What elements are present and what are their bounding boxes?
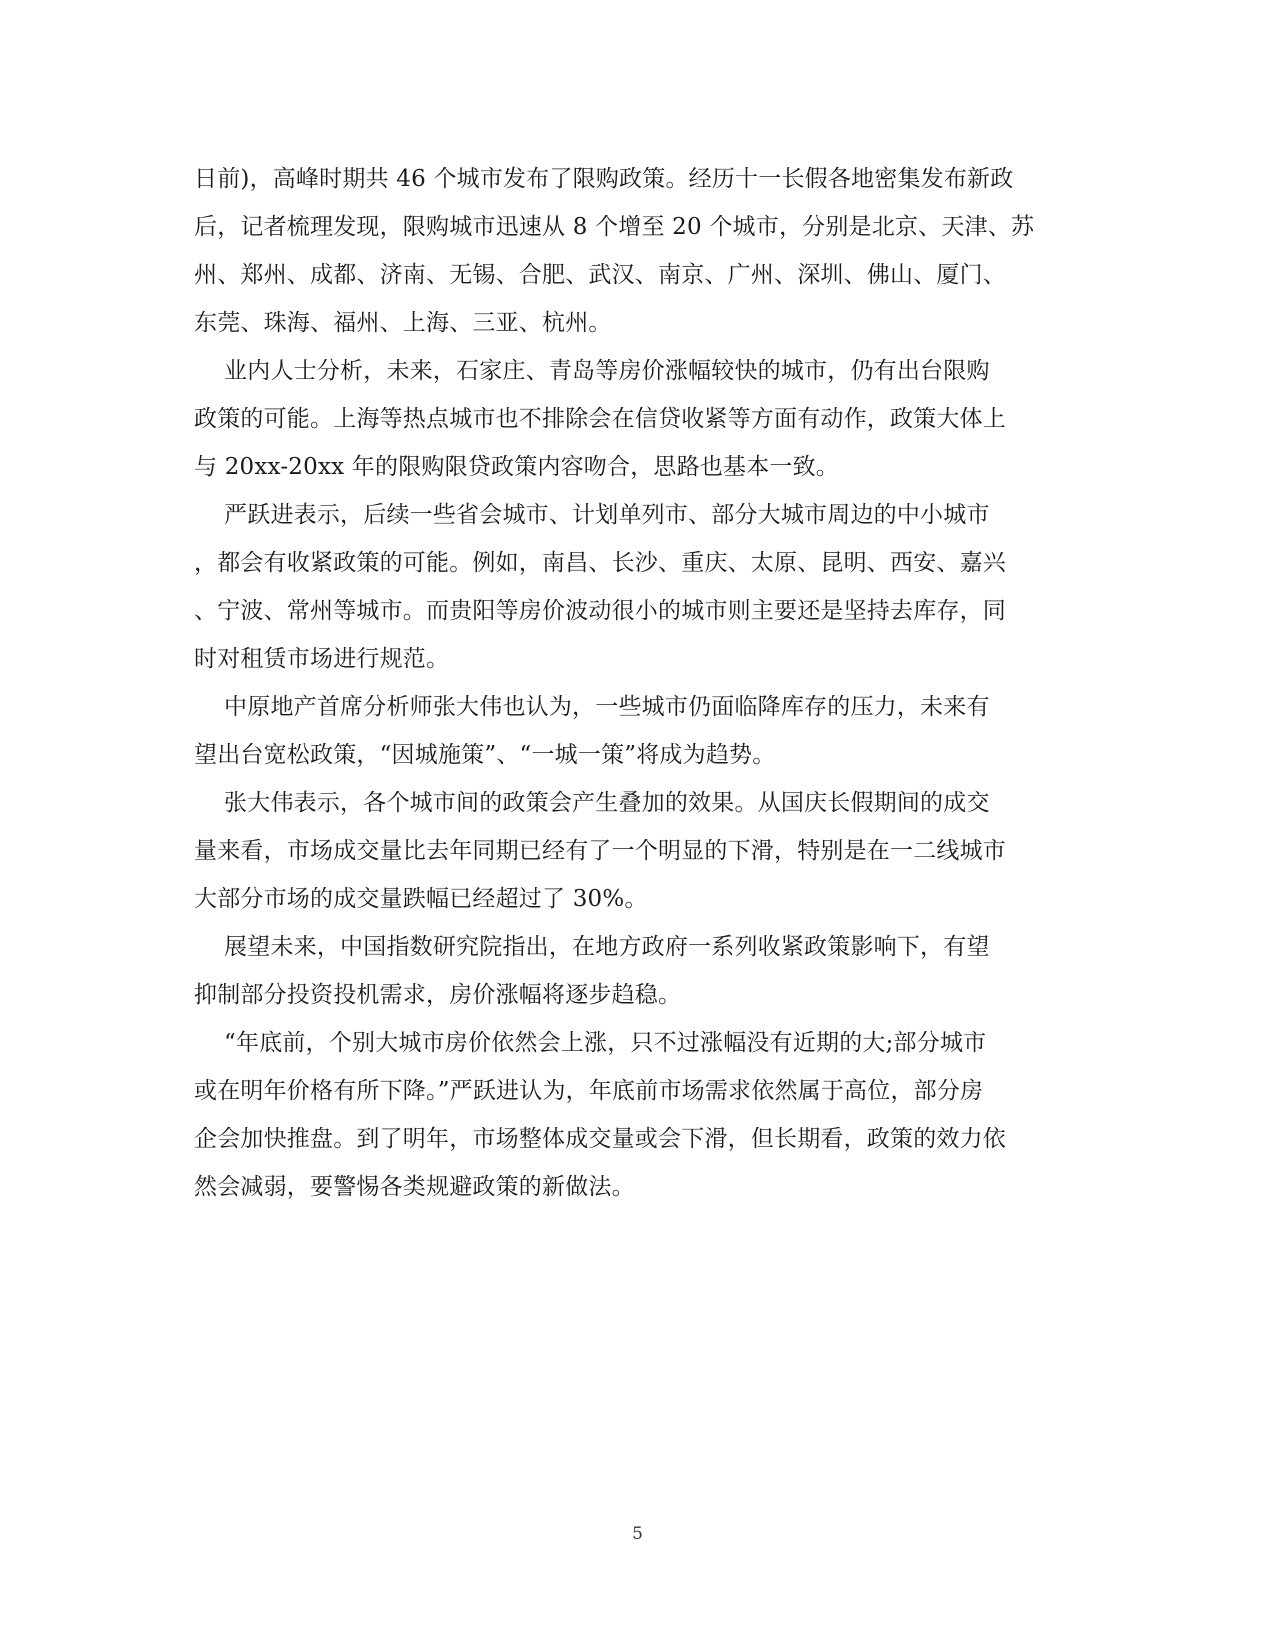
text-line: 展望未来，中国指数研究院指出，在地方政府一系列收紧政策影响下，有望: [194, 934, 990, 960]
text-line: 然会减弱，要警惕各类规避政策的新做法。: [194, 1174, 635, 1200]
body-text: [194, 155, 1074, 1211]
text-line: 日前)，高峰时期共 46 个城市发布了限购政策。经历十一长假各地密集发布新政: [194, 166, 1014, 192]
paragraph: [194, 923, 1074, 1019]
text-line: 大部分市场的成交量跌幅已经超过了 30%。: [194, 886, 648, 912]
text-line: 企会加快推盘。到了明年，市场整体成交量或会下滑，但长期看，政策的效力依: [194, 1126, 1006, 1152]
paragraph: [194, 1019, 1074, 1211]
text-line: 望出台宽松政策，“因城施策”、“一城一策”将成为趋势。: [194, 742, 776, 768]
paragraph: [194, 683, 1074, 779]
text-line: “年底前，个别大城市房价依然会上涨，只不过涨幅没有近期的大;部分城市: [194, 1030, 987, 1056]
page-number: 5: [632, 1524, 643, 1544]
text-line: 、宁波、常州等城市。而贵阳等房价波动很小的城市则主要还是坚持去库存，同: [194, 598, 1006, 624]
text-line: 政策的可能。上海等热点城市也不排除会在信贷收紧等方面有动作，政策大体上: [194, 406, 1006, 432]
paragraph: [194, 155, 1074, 347]
text-line: 与 20xx-20xx 年的限购限贷政策内容吻合，思路也基本一致。: [194, 454, 840, 480]
text-line: 东莞、珠海、福州、上海、三亚、杭州。: [194, 310, 612, 336]
text-line: 时对租赁市场进行规范。: [194, 646, 450, 672]
paragraph: [194, 779, 1074, 923]
text-line: 后，记者梳理发现，限购城市迅速从 8 个增至 20 个城市，分别是北京、天津、苏: [194, 214, 1035, 240]
text-line: ，都会有收紧政策的可能。例如，南昌、长沙、重庆、太原、昆明、西安、嘉兴: [194, 550, 1006, 576]
text-line: 量来看，市场成交量比去年同期已经有了一个明显的下滑，特别是在一二线城市: [194, 838, 1006, 864]
text-line: 中原地产首席分析师张大伟也认为，一些城市仍面临降库存的压力，未来有: [194, 694, 990, 720]
paragraph: [194, 491, 1074, 683]
text-line: 张大伟表示，各个城市间的政策会产生叠加的效果。从国庆长假期间的成交: [194, 790, 990, 816]
text-line: 业内人士分析，未来，石家庄、青岛等房价涨幅较快的城市，仍有出台限购: [194, 358, 990, 384]
text-line: 严跃进表示，后续一些省会城市、计划单列市、部分大城市周边的中小城市: [194, 502, 990, 528]
text-line: 抑制部分投资投机需求，房价涨幅将逐步趋稳。: [194, 982, 682, 1008]
text-line: 或在明年价格有所下降。”严跃进认为，年底前市场需求依然属于高位，部分房: [194, 1078, 984, 1104]
text-line: 州、郑州、成都、济南、无锡、合肥、武汉、南京、广州、深圳、佛山、厦门、: [194, 262, 1006, 288]
paragraph: [194, 347, 1074, 491]
